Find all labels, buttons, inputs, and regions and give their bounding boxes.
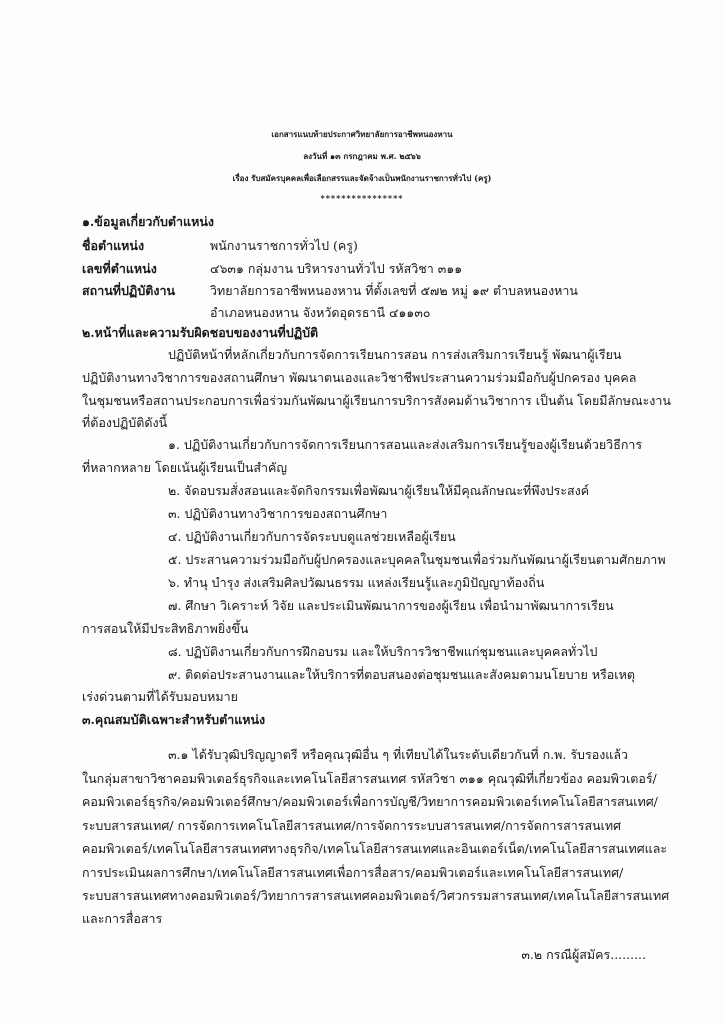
field-value-position-name: พนักงานราชการทั่วไป (ครู) (210, 238, 358, 253)
next-page-continuation: ๓.๒ กรณีผู้สมัคร......... (521, 947, 646, 962)
duty-item: ๓. ปฏิบัติงานทางวิชาการของสถานศึกษา (168, 506, 388, 521)
duty-item: ๑. ปฏิบัติงานเกี่ยวกับการจัดการเรียนการสอนและส่งเสริมการเรียนรู้ของผู้เรียนด้วยวิธีการ (168, 437, 643, 452)
duty-intro-line: ในชุมชนหรือสถานประกอบการเพื่อร่วมกันพัฒนาผู้เรียนการบริการสังคมด้านวิชาการ เป็นต้น โดยมีลักษณะงาน (82, 393, 671, 408)
duty-item: ๔. ปฏิบัติงานเกี่ยวกับการจัดระบบดูแลช่วยเหลือผู้เรียน (168, 529, 456, 544)
duty-item: ๖. ทำนุ บำรุง ส่งเสริมศิลปวัฒนธรรม แหล่งเรียนรู้และภูมิปัญญาท้องถิ่น (168, 575, 545, 590)
header-title: เอกสารแนบท้ายประกาศวิทยาลัยการอาชีพหนองหาน (271, 129, 453, 139)
qualification-line: ระบบสารสนเทศทางคอมพิวเตอร์/วิทยาการสารสนเทศคอมพิวเตอร์/วิศวกรรมสารสนเทศ/เทคโนโลยีสารสนเทศ (82, 888, 670, 903)
duty-item-cont: ที่หลากหลาย โดยเน้นผู้เรียนเป็นสำคัญ (82, 460, 288, 475)
field-label-position-number: เลขที่ตำแหน่ง (82, 261, 157, 276)
field-label-workplace: สถานที่ปฏิบัติงาน (82, 283, 176, 298)
duty-intro-line: ปฏิบัติงานทางวิชาการของสถานศึกษา พัฒนาตนเองและวิชาชีพประสานความร่วมมือกับผู้ปกครอง บุคคล (82, 370, 637, 385)
field-label-position-name: ชื่อตำแหน่ง (82, 238, 145, 253)
duty-item: ๙. ติดต่อประสานงานและให้บริการที่ตอบสนองต่อชุมชนและสังคมตามนโยบาย หรือเหตุ (168, 667, 635, 682)
duty-intro-line: ที่ต้องปฏิบัติดังนี้ (82, 415, 168, 430)
qualification-line: ระบบสารสนเทศ/ การจัดการเทคโนโลยีสารสนเทศ/การจัดการระบบสารสนเทศ/การจัดการสารสนเทศ (82, 818, 622, 833)
duty-item: ๗. ศึกษา วิเคราะห์ วิจัย และประเมินพัฒนาการของผู้เรียน เพื่อนำมาพัฒนาการเรียน (168, 598, 614, 613)
field-value-workplace-address: อำเภอหนองหาน จังหวัดอุดรธานี ๔๑๑๓๐ (210, 305, 431, 320)
section1-heading: ๑.ข้อมูลเกี่ยวกับตำแหน่ง (82, 214, 215, 229)
duty-item: ๒. จัดอบรมสั่งสอนและจัดกิจกรรมเพื่อพัฒนาผู้เรียนให้มีคุณลักษณะที่พึงประสงค์ (168, 483, 590, 498)
qualification-line: คอมพิวเตอร์ธุรกิจ/คอมพิวเตอร์ศึกษา/คอมพิวเตอร์เพื่อการบัญชี/วิทยาการคอมพิวเตอร์เทคโนโลยีสารสนเทศ/ (82, 794, 658, 809)
section2-heading: ๒.หน้าที่และความรับผิดชอบของงานที่ปฏิบัติ (82, 325, 319, 340)
duty-item: ๘. ปฏิบัติงานเกี่ยวกับการฝึกอบรม และให้บริการวิชาชีพแก่ชุมชนและบุคคลทั่วไป (168, 644, 598, 659)
qualification-line: คอมพิวเตอร์/เทคโนโลยีสารสนเทศทางธุรกิจ/เทคโนโลยีสารสนเทศและอินเตอร์เน็ต/เทคโนโลยีสารสนเทศและ (82, 841, 668, 856)
header-subject: เรื่อง รับสมัครบุคคลเพื่อเลือกสรรและจัดจ้างเป็นพนักงานราชการทั่วไป (ครู) (232, 173, 492, 183)
duty-item: ๕. ประสานความร่วมมือกับผู้ปกครองและบุคคลในชุมชนเพื่อร่วมกันพัฒนาผู้เรียนตามศักยภาพ (168, 552, 666, 567)
section3-heading: ๓.คุณสมบัติเฉพาะสำหรับตำแหน่ง (82, 712, 266, 727)
duty-intro-line: ปฏิบัติหน้าที่หลักเกี่ยวกับการจัดการเรียนการสอน การส่งเสริมการเรียนรู้ พัฒนาผู้เรียน (168, 347, 622, 362)
qualification-line: ในกลุ่มสาขาวิชาคอมพิวเตอร์ธุรกิจและเทคโนโลยีสารสนเทศ รหัสวิชา ๓๑๑ คุณวุฒิที่เกี่ยวข้อง คอมพิวเตอร์/ (82, 771, 657, 786)
duty-item-cont: การสอนให้มีประสิทธิภาพยิ่งขึ้น (82, 621, 249, 636)
qualification-line: ๓.๑ ได้รับวุฒิปริญญาตรี หรือคุณวุฒิอื่น ๆ ที่เทียบได้ในระดับเดียวกันที่ ก.พ. รับรองแล้ว (168, 747, 629, 762)
qualification-line: และการสื่อสาร (82, 911, 163, 926)
header-date: ลงวันที่ ๑๓ กรกฎาคม พ.ศ. ๒๕๖๖ (303, 151, 421, 161)
duty-item-cont: เร่งด่วนตามที่ได้รับมอบหมาย (82, 689, 238, 704)
field-value-workplace: วิทยาลัยการอาชีพหนองหาน ที่ตั้งเลขที่ ๕๗๒ หมู่ ๑๙ ตำบลหนองหาน (210, 283, 578, 298)
field-value-position-number: ๔๖๓๑ กลุ่มงาน บริหารงานทั่วไป รหัสวิชา ๓๑๑ (210, 261, 463, 276)
header-separator: **************** (320, 193, 404, 203)
qualification-line: การประเมินผลการศึกษา/เทคโนโลยีสารสนเทศเพื่อการสื่อสาร/คอมพิวเตอร์และเทคโนโลยีสารสนเทศ/ (82, 865, 624, 880)
